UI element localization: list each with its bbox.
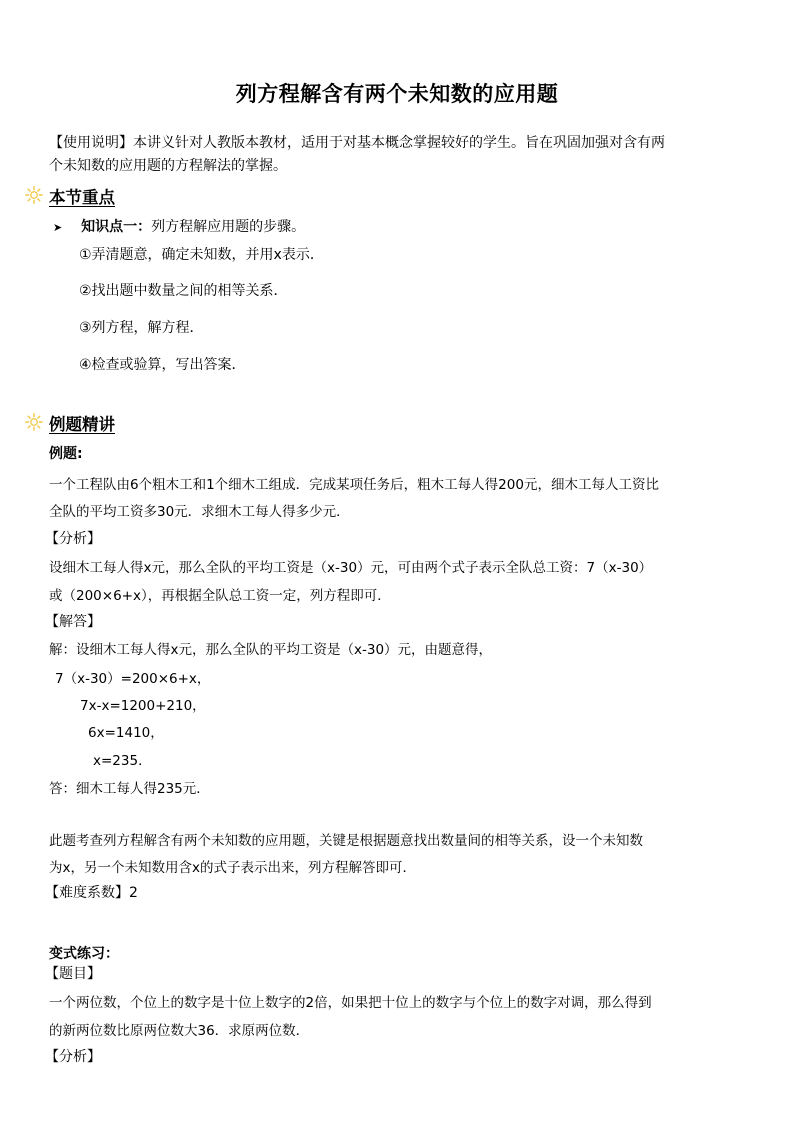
knowledge-text: 列方程解应用题的步骤。 (151, 219, 306, 235)
step-2: ②找出题中数量之间的相等关系． (79, 283, 288, 299)
equation-3: 6x=1410， (88, 725, 164, 741)
arrow-bullet-icon: ➤ (53, 221, 63, 234)
usage-line-2: 个未知数的应用题的方程解法的掌握。 (49, 158, 287, 174)
analysis-line-1: 设细木工每人得x元，那么全队的平均工资是（x-30）元，可由两个式子表示全队总工资：7（x-30） (49, 560, 653, 576)
question-line-2: 的新两位数比原两位数大36．求原两位数． (49, 1023, 310, 1039)
difficulty-label: 【难度系数】 (45, 885, 129, 901)
comment-line-1: 此题考查列方程解含有两个未知数的应用题，关键是根据题意找出数量间的相等关系，设一个未知数 (49, 833, 643, 849)
answer-label: 【解答】 (45, 614, 101, 630)
equation-1: 7（x-30）=200×6+x， (55, 671, 211, 687)
question-label: 【题目】 (45, 966, 101, 982)
difficulty (45, 882, 138, 902)
knowledge-point (53, 216, 305, 236)
example-label: 例题: (49, 446, 83, 462)
step-3: ③列方程，解方程． (79, 320, 204, 336)
question-line-1: 一个两位数，个位上的数字是十位上数字的2倍，如果把十位上的数字与个位上的数字对调，那么得到 (49, 995, 652, 1011)
usage-line-1 (49, 132, 665, 152)
step-1: ①弄清题意，确定未知数，并用x表示． (79, 247, 324, 263)
equation-2: 7x-x=1200+210， (80, 698, 206, 714)
practice-heading: 变式练习： (49, 946, 119, 962)
knowledge-label: 知识点一： (81, 219, 152, 235)
usage-text-1: 本讲义针对人教版本教材，适用于对基本概念掌握较好的学生。旨在巩固加强对含有两 (133, 135, 665, 151)
section-heading-examples: 例题精讲 (49, 415, 115, 434)
problem-line-1: 一个工程队由6个粗木工和1个细木工组成．完成某项任务后，粗木工每人得200元，细木工每人工资比 (49, 477, 659, 493)
sun-icon (25, 186, 43, 204)
section-heading-key-points: 本节重点 (49, 188, 115, 207)
step-4: ④检查或验算，写出答案． (79, 357, 246, 373)
comment-line-2: 为x，另一个未知数用含x的式子表示出来，列方程解答即可． (49, 860, 416, 876)
analysis-line-2: 或（200×6+x），再根据全队总工资一定，列方程即可． (49, 588, 391, 604)
practice-analysis-label: 【分析】 (45, 1049, 101, 1065)
solution-intro: 解：设细木工每人得x元，那么全队的平均工资是（x-30）元，由题意得， (49, 642, 493, 658)
problem-line-2: 全队的平均工资多30元．求细木工每人得多少元． (49, 504, 350, 520)
final-answer: 答：细木工每人得235元． (49, 781, 210, 797)
sun-icon (25, 413, 43, 431)
equation-4: x=235． (93, 753, 152, 769)
page-title: 列方程解含有两个未知数的应用题 (235, 81, 559, 106)
usage-label: 【使用说明】 (49, 135, 133, 151)
difficulty-value: 2 (129, 885, 138, 901)
analysis-label: 【分析】 (45, 531, 101, 547)
